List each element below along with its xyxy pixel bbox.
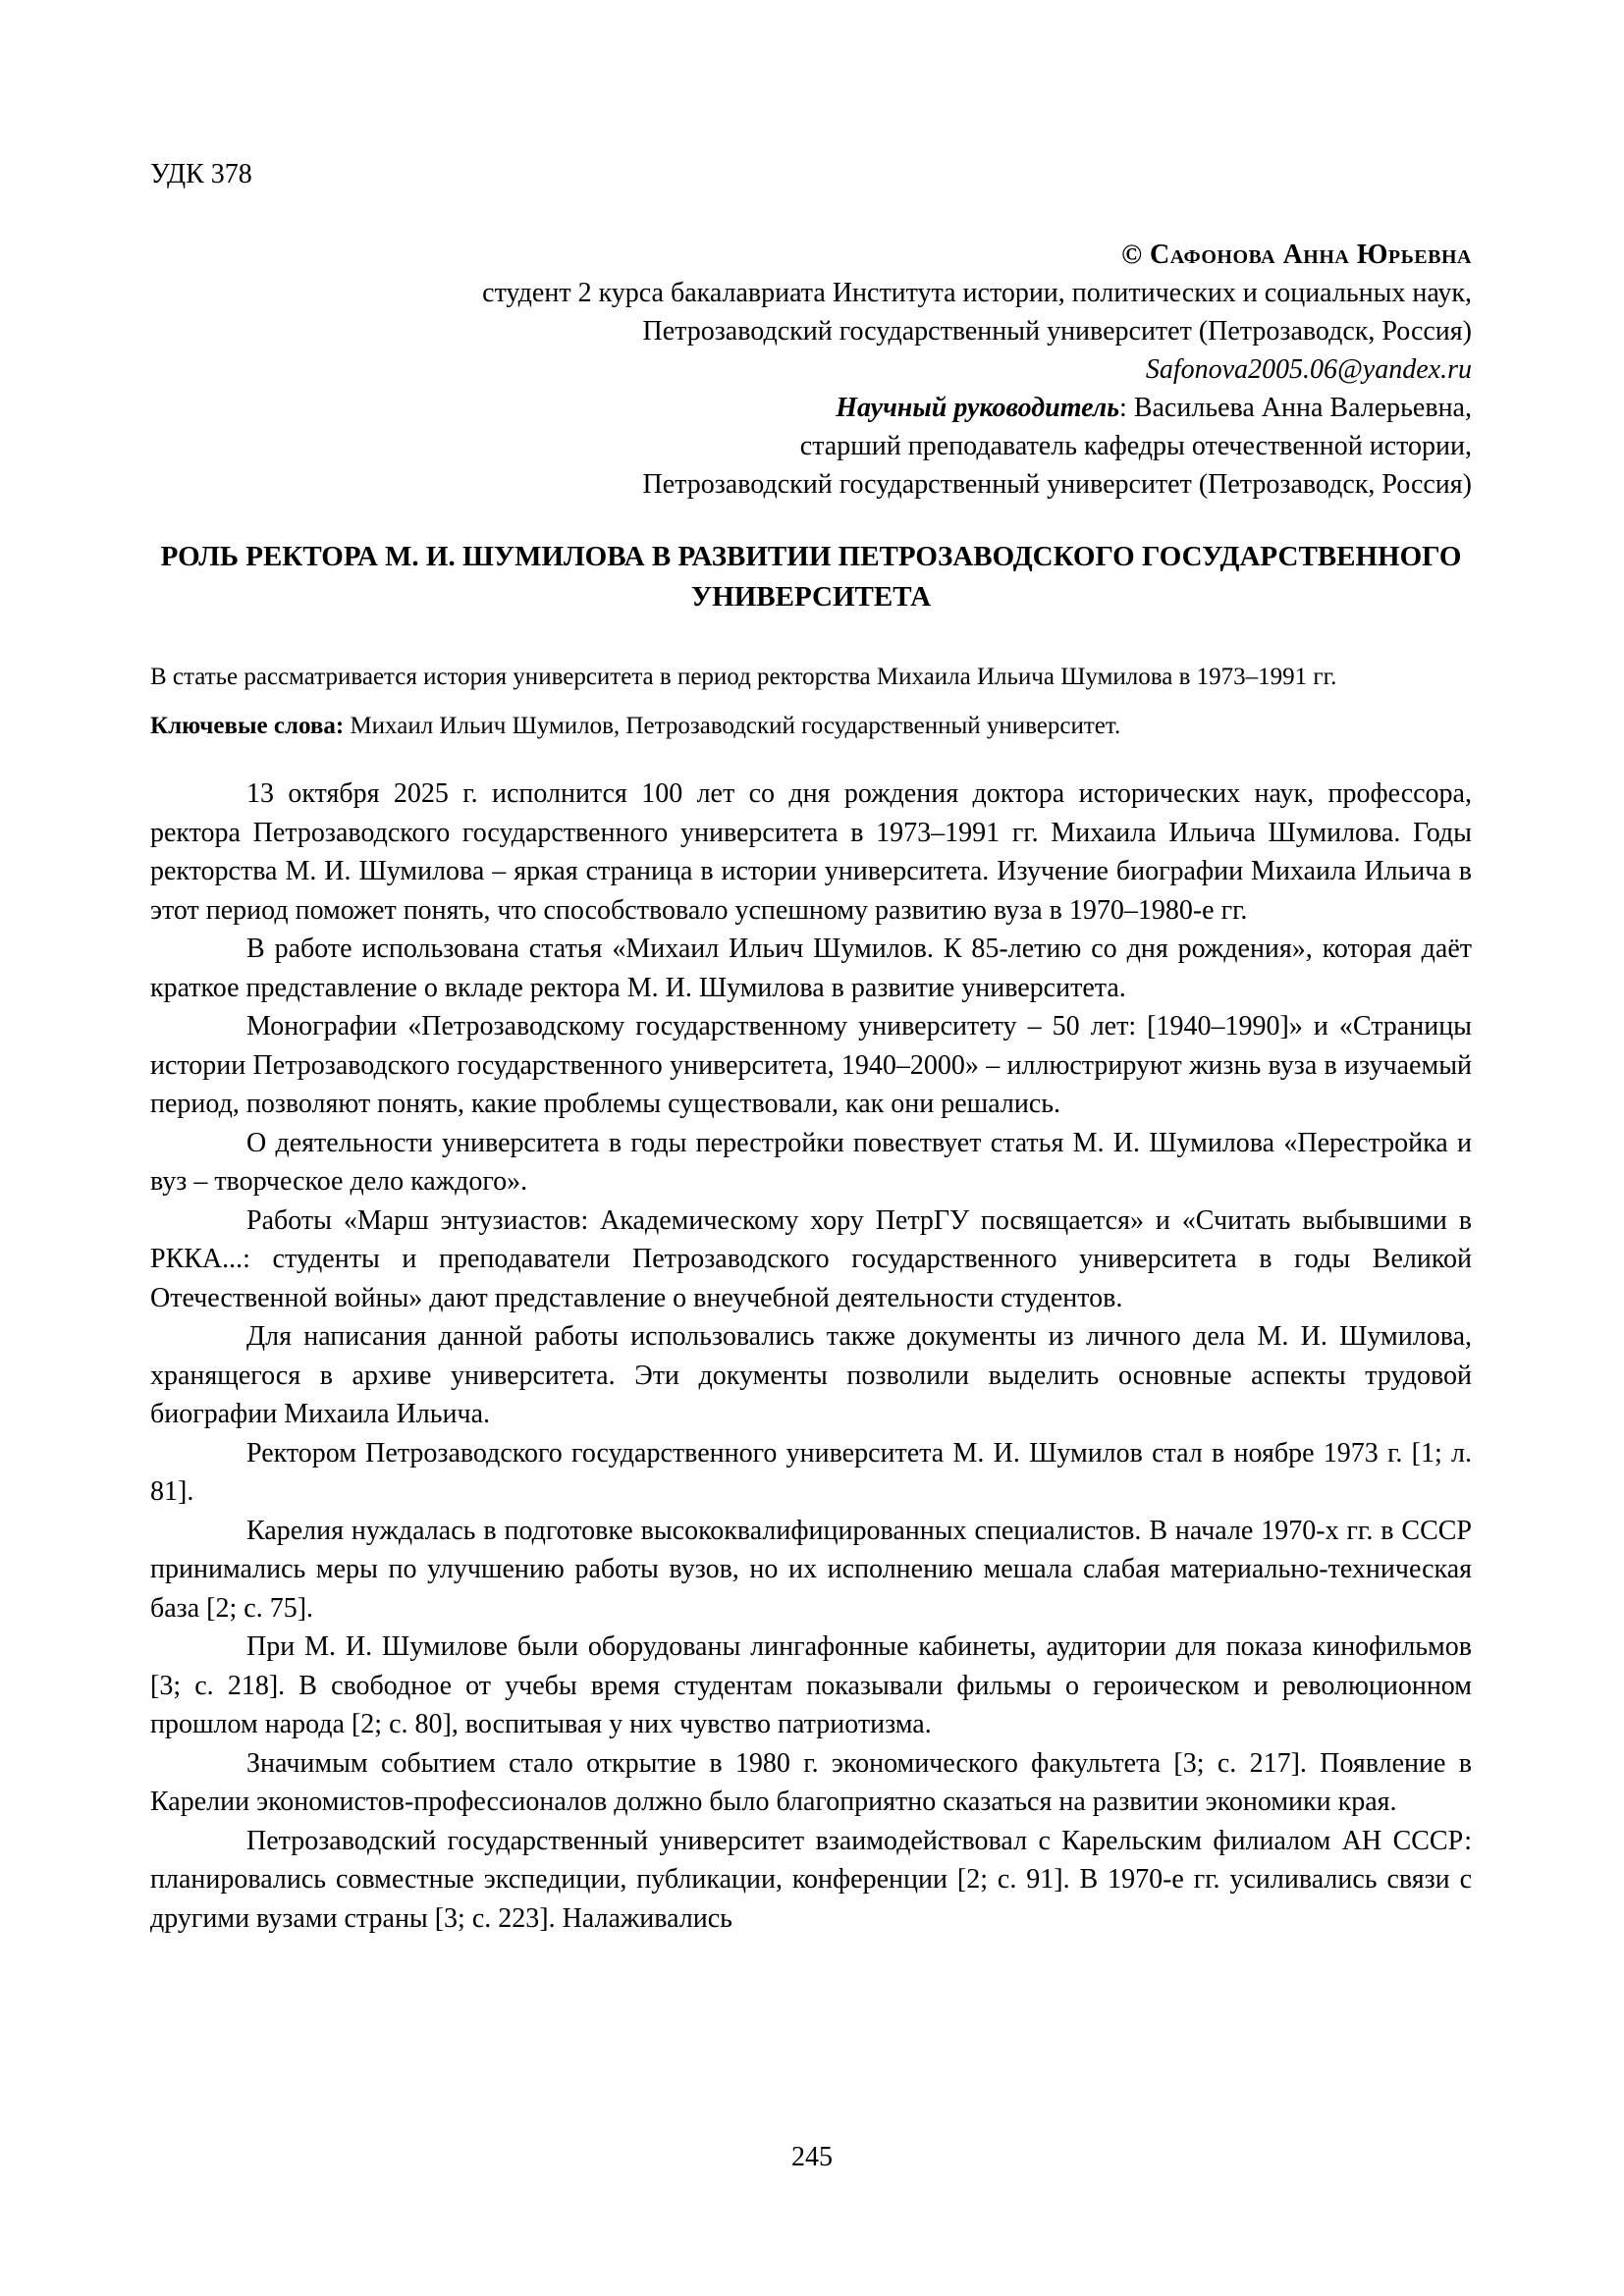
paragraph: Ректором Петрозаводского государственного университета М. И. Шумилов стал в ноябре 1973 г. [1; л. 81]. (150, 1437, 1472, 1507)
paragraph: Петрозаводский государственный университет взаимодействовал с Карельским филиалом АН СССР: планировались совместные экспедиции, публикации, конференции [2; с. 91]. В 1970-е гг. усиливались связи с другими вузами страны [3; с. 223]. Налаживались (150, 1825, 1472, 1934)
advisor-university-line: Петрозаводский государственный университет (Петрозаводск, Россия) (642, 469, 1472, 500)
advisor-line (150, 389, 1472, 427)
paragraph: Карелия нуждалась в подготовке высококвалифицированных специалистов. В начале 1970-х гг. в СССР принимались меры по улучшению работы вузов, но их исполнению мешала слабая материально-техническая база [2; с. 75]. (150, 1515, 1472, 1624)
paragraph: Монографии «Петрозаводскому государственному университету – 50 лет: [1940–1990]» и «Страницы истории Петрозаводского государственного университета, 1940–2000» – иллюстрируют жизнь вуза в изучаемый период, позволяют понять, какие проблемы существовали, как они решались. (150, 1011, 1472, 1119)
udc-code: УДК 378 (150, 159, 252, 189)
paragraph: Для написания данной работы использовались также документы из личного дела М. И. Шумилова, хранящегося в архиве университета. Эти документы позволили выделить основные аспекты трудовой биографии Михаила Ильича. (150, 1321, 1472, 1429)
advisor-name: : Васильева Анна Валерьевна, (1119, 393, 1472, 423)
paragraph: В работе использована статья «Михаил Ильич Шумилов. К 85-летию со дня рождения», которая даёт краткое представление о вкладе ректора М. И. Шумилова в развитие университета. (150, 934, 1472, 1003)
page-content (150, 155, 1472, 1938)
advisor-label: Научный руководитель (836, 393, 1120, 423)
author-affiliation-line: студент 2 курса бакалавриата Института истории, политических и социальных наук, (482, 278, 1472, 308)
paragraph: Значимым событием стало открытие в 1980 г. экономического факультета [3; с. 217]. Появление в Карелии экономистов-профессионалов должно было благоприятно сказаться на развитии экономики края. (150, 1747, 1472, 1817)
keywords-text: Михаил Ильич Шумилов, Петрозаводский государственный университет. (344, 713, 1121, 739)
paragraph: 13 октября 2025 г. исполнится 100 лет со дня рождения доктора исторических наук, профессора, ректора Петрозаводского государственного университета в 1973–1991 гг. Михаила Ильича Шумилова. Годы ректорства М. И. Шумилова – яркая страница в истории университета. Изучение биографии Михаила Ильича в этот период поможет понять, что способствовало успешному развитию вуза в 1970–1980-е гг. (150, 778, 1472, 926)
author-name: © Сафонова Анна Юрьевна (1121, 240, 1472, 270)
author-university-line: Петрозаводский государственный университет (Петрозаводск, Россия) (642, 316, 1472, 347)
paragraph: При М. И. Шумилове были оборудованы лингафонные кабинеты, аудитории для показа кинофильмов [3; с. 218]. В свободное от учебы время студентам показывали фильмы о героическом и революционном прошлом народа [2; с. 80], воспитывая у них чувство патриотизма. (150, 1631, 1472, 1739)
paragraph: О деятельности университета в годы перестройки повествует статья М. И. Шумилова «Перестройка и вуз – творческое дело каждого». (150, 1127, 1472, 1197)
keywords-line (150, 710, 1472, 742)
author-block (150, 236, 1472, 504)
article-body (150, 774, 1472, 1938)
page-number: 245 (791, 2142, 833, 2172)
keywords-label: Ключевые слова: (150, 713, 345, 739)
advisor-position-line: старший преподаватель кафедры отечественной истории, (799, 431, 1472, 461)
article-abstract: В статье рассматривается история университета в период ректорства Михаила Ильича Шумилова в 1973–1991 гг. (150, 664, 1337, 690)
author-email: Safonova2005.06@yandex.ru (1145, 354, 1472, 385)
article-title: РОЛЬ РЕКТОРА М. И. ШУМИЛОВА В РАЗВИТИИ ПЕТРОЗАВОДСКОГО ГОСУДАРСТВЕННОГО УНИВЕРСИТЕТА (160, 541, 1462, 613)
paragraph: Работы «Марш энтузиастов: Академическому хору ПетрГУ посвящается» и «Считать выбывшими в РККА...: студенты и преподаватели Петрозаводского государственного университета в годы Великой Отечественной войны» дают представление о внеучебной деятельности студентов. (150, 1204, 1472, 1313)
